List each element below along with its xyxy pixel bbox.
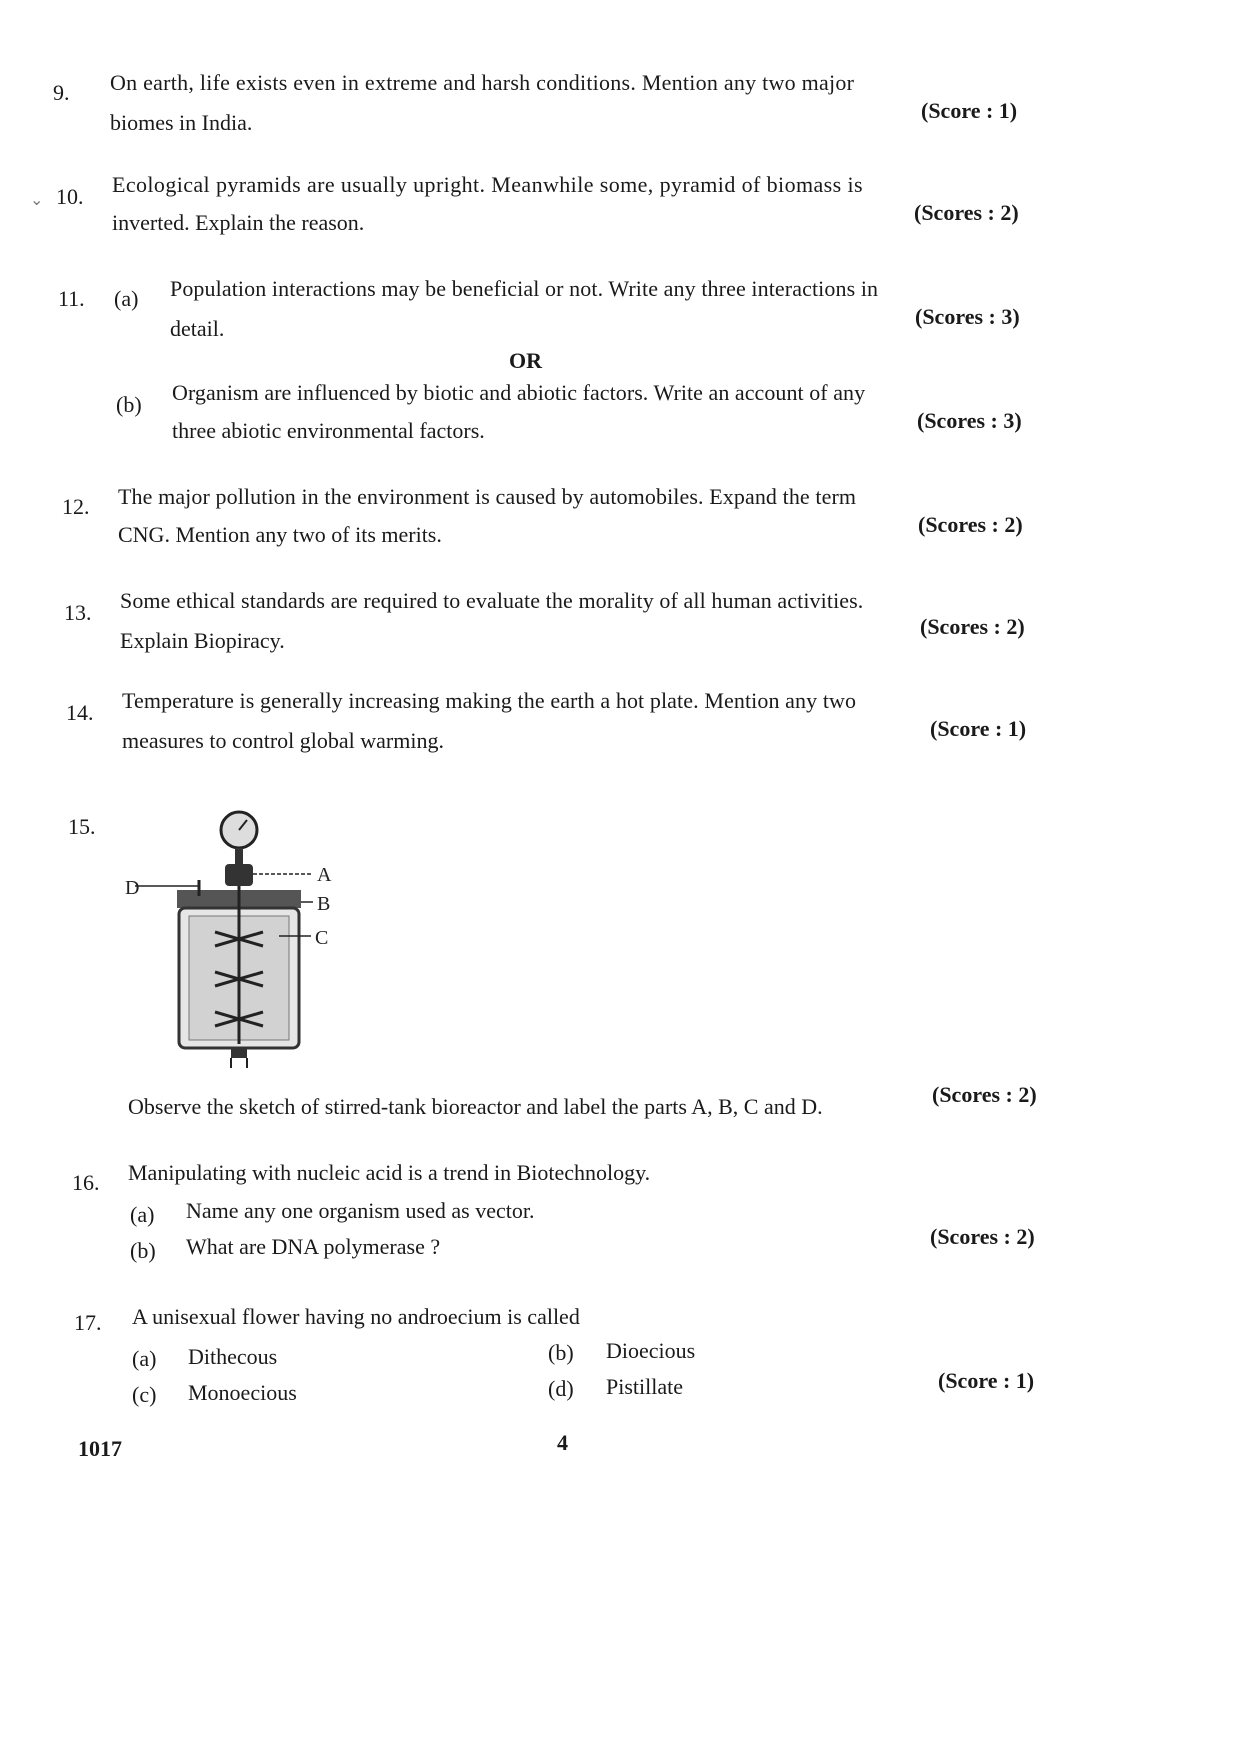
question-score: (Scores : 2) <box>918 512 1023 537</box>
part-b-label: (b) <box>116 392 142 417</box>
question-number: 9. <box>53 80 70 105</box>
question-number: 12. <box>62 494 90 519</box>
question-number: 14. <box>66 700 94 725</box>
stirred-tank-bioreactor-diagram <box>115 806 365 1076</box>
question-score: (Scores : 3) <box>915 304 1020 329</box>
question-text-line: The major pollution in the environment is caused by automobiles. Expand the term <box>118 484 857 509</box>
label-d: D <box>125 877 140 899</box>
question-score: (Score : 1) <box>921 98 1018 123</box>
question-text-line: Some ethical standards are required to evaluate the morality of all human activities. <box>120 588 864 613</box>
question-text-line: biomes in India. <box>110 110 253 135</box>
option-a-text: Dithecous <box>188 1344 278 1369</box>
question-text-line: Organism are influenced by biotic and abiotic factors. Write an account of any <box>172 380 866 405</box>
diagram-caption: Observe the sketch of stirred-tank bioreactor and label the parts A, B, C and D. <box>128 1094 823 1119</box>
question-score: (Scores : 2) <box>920 614 1025 639</box>
page-number: 4 <box>557 1430 568 1455</box>
option-b-label: (b) <box>548 1340 574 1365</box>
question-text-line: detail. <box>170 316 225 341</box>
or-separator: OR <box>509 348 542 373</box>
question-number: 15. <box>68 814 96 839</box>
question-text-line: Ecological pyramids are usually upright. Meanwhile some, pyramid of biomass is <box>112 172 863 197</box>
question-number: 10. <box>56 184 84 209</box>
question-number: 13. <box>64 600 92 625</box>
tick-mark: ⌄ <box>30 192 44 209</box>
question-text-line: measures to control global warming. <box>122 728 444 753</box>
question-text-line: A unisexual flower having no androecium is called <box>132 1304 580 1329</box>
question-score: (Scores : 2) <box>932 1082 1037 1107</box>
sub-a-text: Name any one organism used as vector. <box>186 1198 535 1223</box>
option-b-text: Dioecious <box>606 1338 696 1363</box>
question-number: 11. <box>58 286 85 311</box>
question-number: 17. <box>74 1310 102 1335</box>
question-text-line: CNG. Mention any two of its merits. <box>118 522 442 547</box>
label-b: B <box>317 893 331 915</box>
sub-a-label: (a) <box>130 1202 155 1227</box>
question-text-line: On earth, life exists even in extreme and harsh conditions. Mention any two major <box>110 70 855 95</box>
question-score: (Scores : 2) <box>930 1224 1035 1249</box>
question-text-line: three abiotic environmental factors. <box>172 418 485 443</box>
question-text-line: inverted. Explain the reason. <box>112 210 365 235</box>
question-score: (Scores : 2) <box>914 200 1019 225</box>
label-c: C <box>315 927 329 949</box>
question-score: (Score : 1) <box>930 716 1027 741</box>
question-number: 16. <box>72 1170 100 1195</box>
sub-b-text: What are DNA polymerase ? <box>186 1234 441 1259</box>
sub-b-label: (b) <box>130 1238 156 1263</box>
motor-block <box>225 864 253 886</box>
part-a-label: (a) <box>114 286 139 311</box>
paper-code: 1017 <box>78 1436 122 1461</box>
question-text-line: Population interactions may be beneficial or not. Write any three interactions in <box>170 276 879 301</box>
option-c-text: Monoecious <box>188 1380 297 1405</box>
label-a: A <box>317 864 332 886</box>
question-score: (Score : 1) <box>938 1368 1035 1393</box>
option-c-label: (c) <box>132 1382 157 1407</box>
option-d-text: Pistillate <box>606 1374 683 1399</box>
question-text-line: Manipulating with nucleic acid is a trend in Biotechnology. <box>128 1160 651 1185</box>
question-score: (Scores : 3) <box>917 408 1022 433</box>
option-a-label: (a) <box>132 1346 157 1371</box>
question-text-line: Temperature is generally increasing making the earth a hot plate. Mention any two <box>122 688 857 713</box>
option-d-label: (d) <box>548 1376 574 1401</box>
question-text-line: Explain Biopiracy. <box>120 628 285 653</box>
